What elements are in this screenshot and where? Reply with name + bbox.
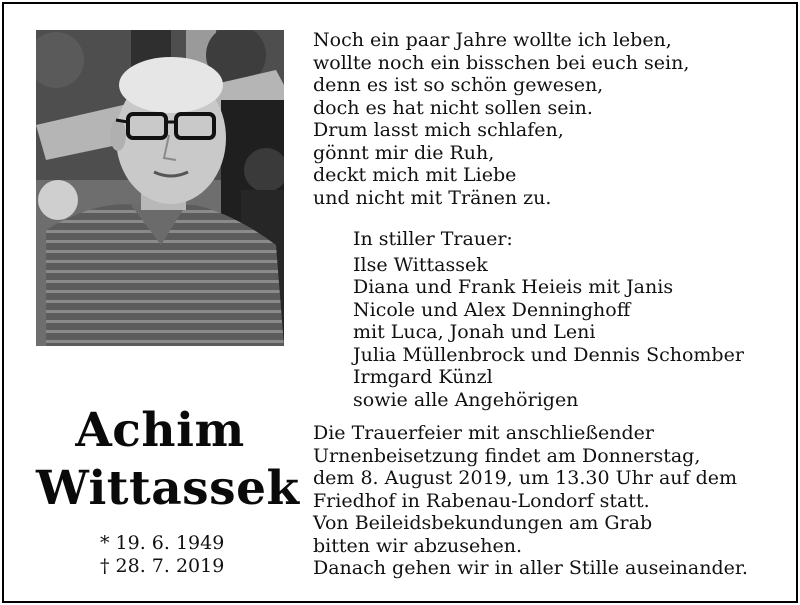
poem-line: Drum lasst mich schlafen, (313, 119, 564, 141)
mourner-name: sowie alle Angehörigen (353, 388, 579, 411)
mourners-list (353, 228, 744, 411)
mourner-name: mit Luca, Jonah und Leni (353, 321, 596, 343)
notice-line: dem 8. August 2019, um 13.30 Uhr auf dem (313, 467, 738, 489)
poem-line: gönnt mir die Ruh, (313, 141, 495, 164)
portrait-image (36, 30, 284, 346)
poem-line: denn es ist so schön gewesen, (313, 74, 604, 96)
poem-line: Noch ein paar Jahre wollte ich leben, (313, 29, 672, 51)
mourner-name: Julia Müllenbrock und Dennis Schomber (353, 343, 744, 366)
deceased-first-name: Achim (75, 403, 245, 458)
poem-line: und nicht mit Tränen zu. (313, 186, 552, 209)
notice-line: Urnenbeisetzung findet am Donnerstag, (313, 444, 701, 467)
mourner-name: Nicole und Alex Denninghoff (353, 298, 631, 321)
notice-line: Von Beileidsbekundungen am Grab (313, 512, 653, 534)
poem-line: doch es hat nicht sollen sein. (313, 96, 593, 119)
portrait-photo (36, 30, 284, 346)
notice-line: Danach gehen wir in aller Stille auseinander. (313, 557, 748, 579)
mourner-name: Ilse Wittassek (353, 253, 488, 276)
mourner-name: Irmgard Künzl (353, 366, 493, 388)
mourners-label: In stiller Trauer: (353, 228, 513, 250)
notice-line: Die Trauerfeier mit anschließender (313, 422, 654, 444)
mourner-name: Diana und Frank Heieis mit Janis (353, 276, 674, 298)
notice-line: Friedhof in Rabenau-Londorf statt. (313, 489, 650, 512)
poem-line: wollte noch ein bisschen bei euch sein, (313, 51, 690, 74)
life-dates (100, 532, 260, 578)
death-date: † 28. 7. 2019 (100, 555, 225, 577)
birth-date: * 19. 6. 1949 (100, 532, 225, 554)
poem-line: deckt mich mit Liebe (313, 164, 517, 186)
funeral-notice (313, 422, 748, 580)
poem (313, 29, 689, 209)
notice-line: bitten wir abzusehen. (313, 534, 522, 557)
deceased-last-name: Wittassek (36, 461, 300, 516)
